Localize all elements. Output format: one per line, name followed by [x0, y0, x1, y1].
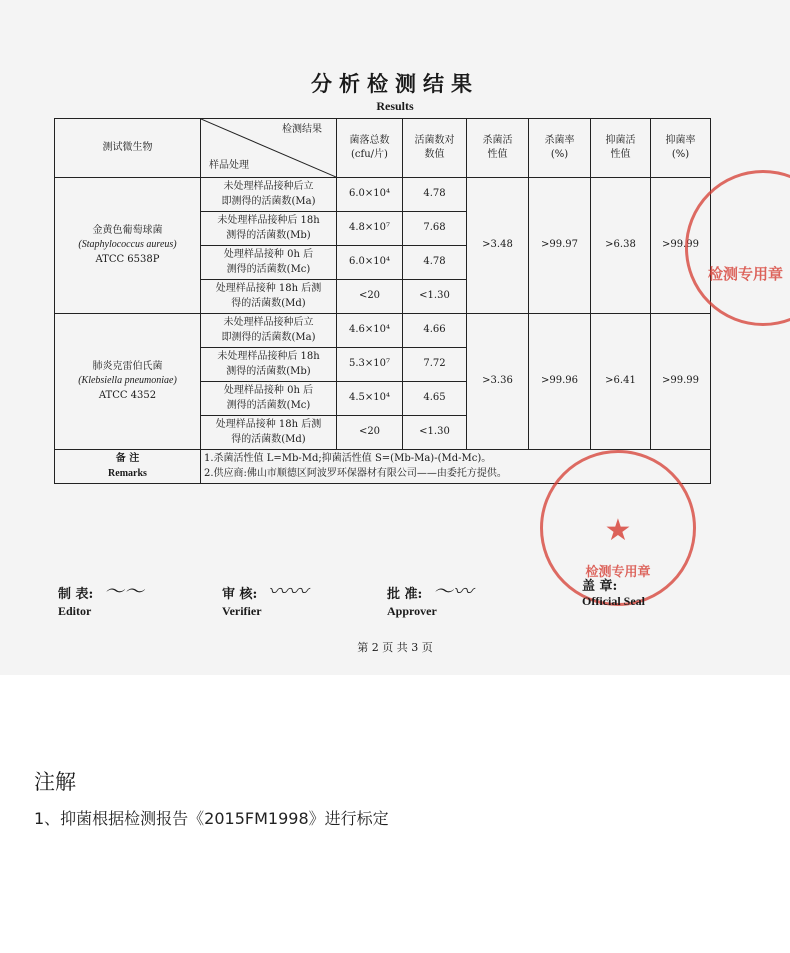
header-kill: 杀菌活 性值	[467, 119, 529, 178]
report-title: 分析检测结果	[311, 71, 479, 96]
kill-value-cell: >3.48	[467, 178, 529, 314]
log-cell: 4.78	[403, 246, 467, 280]
signature-row	[0, 575, 790, 625]
count-cell: 5.3×10⁷	[337, 348, 403, 382]
note-title: 注解	[34, 770, 76, 794]
header-kill-rate: 杀菌率 (%)	[529, 119, 591, 178]
count-cell: <20	[337, 416, 403, 450]
log-cell: 7.68	[403, 212, 467, 246]
kill-rate-cell: >99.97	[529, 178, 591, 314]
table-header-row	[55, 119, 711, 178]
log-cell: 4.66	[403, 314, 467, 348]
approver-signature: 批 准: 〜〰 Approver	[387, 579, 473, 618]
partial-seal-stamp: 检测专用章	[685, 170, 790, 326]
note-line: 1、抑菌根据检测报告《2015FM1998》进行标定	[34, 809, 389, 828]
treat-cell: 未处理样品接种后 18h 测得的活菌数(Mb)	[201, 348, 337, 382]
header-inhib: 抑菌活 性值	[591, 119, 651, 178]
count-cell: 6.0×10⁴	[337, 178, 403, 212]
count-cell: 6.0×10⁴	[337, 246, 403, 280]
table-row	[55, 314, 711, 348]
header-result-label: 检测结果	[282, 124, 322, 135]
log-cell: <1.30	[403, 416, 467, 450]
log-cell: 7.72	[403, 348, 467, 382]
inhib-rate-cell: >99.99	[651, 314, 711, 450]
header-diagonal-cell	[201, 119, 337, 178]
header-inhib-rate: 抑菌率 (%)	[651, 119, 711, 178]
header-count: 菌落总数 (cfu/片)	[337, 119, 403, 178]
editor-signature: 制 表: 〜〜 Editor	[58, 581, 144, 618]
inhib-value-cell: >6.38	[591, 178, 651, 314]
treat-cell: 处理样品接种 18h 后测 得的活菌数(Md)	[201, 416, 337, 450]
remarks-label: 备 注 Remarks	[55, 450, 201, 484]
treat-cell: 处理样品接种 0h 后 测得的活菌数(Mc)	[201, 382, 337, 416]
treat-cell: 未处理样品接种后立 即测得的活菌数(Ma)	[201, 178, 337, 212]
header-sample-treat: 样品处理	[209, 159, 249, 171]
log-cell: <1.30	[403, 280, 467, 314]
kill-rate-cell: >99.96	[529, 314, 591, 450]
treat-cell: 处理样品接种 18h 后测 得的活菌数(Md)	[201, 280, 337, 314]
remarks-text: 1.杀菌活性值 L=Mb-Md;抑菌活性值 S=(Mb-Ma)-(Md-Mc)。 2.供应商:佛山市顺德区阿波罗环保器材有限公司——由委托方提供。	[201, 450, 711, 484]
header-test-microbe: 测试微生物	[55, 119, 201, 178]
report-subtitle: Results	[376, 99, 414, 113]
count-cell: 4.5×10⁴	[337, 382, 403, 416]
treat-cell: 处理样品接种 0h 后 测得的活菌数(Mc)	[201, 246, 337, 280]
treat-cell: 未处理样品接种后立 即测得的活菌数(Ma)	[201, 314, 337, 348]
verifier-signature: 审 核: 〰〰 Verifier	[222, 579, 308, 618]
kill-value-cell: >3.36	[467, 314, 529, 450]
table-row	[55, 178, 711, 212]
seal-label: 盖 章: Official Seal	[582, 579, 645, 608]
header-log: 活菌数对 数值	[403, 119, 467, 178]
count-cell: 4.6×10⁴	[337, 314, 403, 348]
count-cell: 4.8×10⁷	[337, 212, 403, 246]
official-seal-stamp: ★ 检测专用章	[540, 450, 696, 606]
microbe-cell: 肺炎克雷伯氏菌 (Klebsiella pneumoniae) ATCC 4352	[55, 314, 201, 450]
log-cell: 4.65	[403, 382, 467, 416]
inhib-rate-cell: >99.99	[651, 178, 711, 314]
treat-cell: 未处理样品接种后 18h 测得的活菌数(Mb)	[201, 212, 337, 246]
results-table	[54, 118, 711, 484]
microbe-cell: 金黄色葡萄球菌 (Staphylococcus aureus) ATCC 6538P	[55, 178, 201, 314]
inhib-value-cell: >6.41	[591, 314, 651, 450]
log-cell: 4.78	[403, 178, 467, 212]
count-cell: <20	[337, 280, 403, 314]
page-number: 第 2 页 共 3 页	[357, 641, 433, 654]
